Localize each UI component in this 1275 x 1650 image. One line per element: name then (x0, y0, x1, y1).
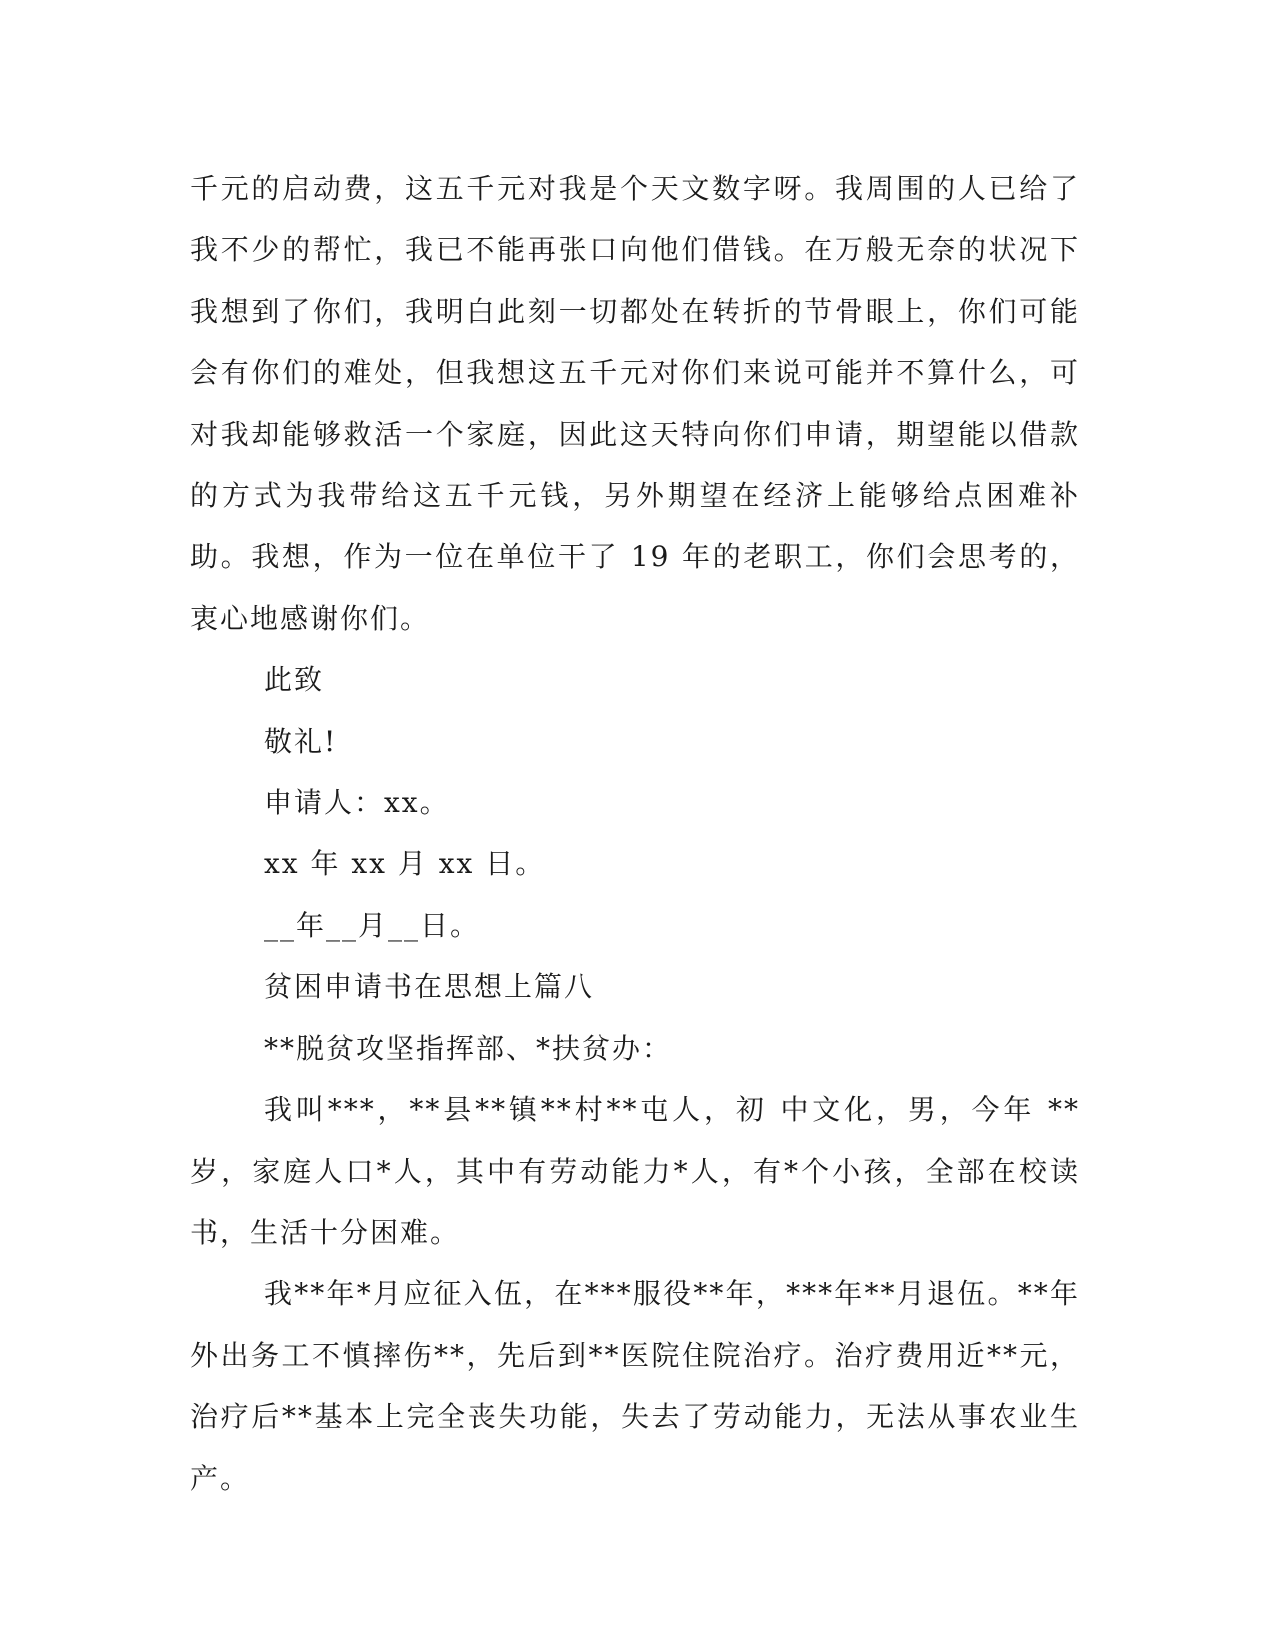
paragraph-personal-info: 我叫***，**县**镇**村**屯人，初 中文化，男，今年 **岁，家庭人口*人，其中有劳动能力*人，有*个小孩，全部在校读书，生活十分困难。 (190, 1093, 1080, 1249)
blank-date: __年__月__日。 (264, 908, 481, 942)
section-heading: 贫困申请书在思想上篇八 (264, 970, 595, 1004)
paragraph-injury-history: 我**年*月应征入伍，在***服役**年，***年**月退伍。**年外出务工不慎摔伤**，先后到**医院住院治疗。治疗费用近**元，治疗后**基本上完全丧失功能，失去了劳动能力，无法从事农业生产。 (190, 1277, 1080, 1495)
paragraph-loan-request: 千元的启动费，这五千元对我是个天文数字呀。我周围的人已给了我不少的帮忙，我已不能再张口向他们借钱。在万般无奈的状况下我想到了你们，我明白此刻一切都处在转折的节骨眼上，你们可能会有你们的难处，但我想这五千元对你们来说可能并不算什么，可对我却能够救活一个家庭，因此这天特向你们申请，期望能以借款的方式为我带给这五千元钱，另外期望在经济上能够给点困难补助。我想，作为一位在单位干了 19 年的老职工，你们会思考的，衷心地感谢你们。 (190, 172, 1080, 635)
application-date: xx 年 xx 月 xx 日。 (264, 847, 546, 881)
applicant-signature: 申请人：xx。 (264, 786, 450, 820)
addressee: **脱贫攻坚指挥部、*扶贫办： (264, 1031, 673, 1065)
document-body (190, 158, 1080, 1509)
closing-respect: 敬礼! (264, 724, 338, 758)
closing-salutation: 此致 (264, 663, 325, 697)
